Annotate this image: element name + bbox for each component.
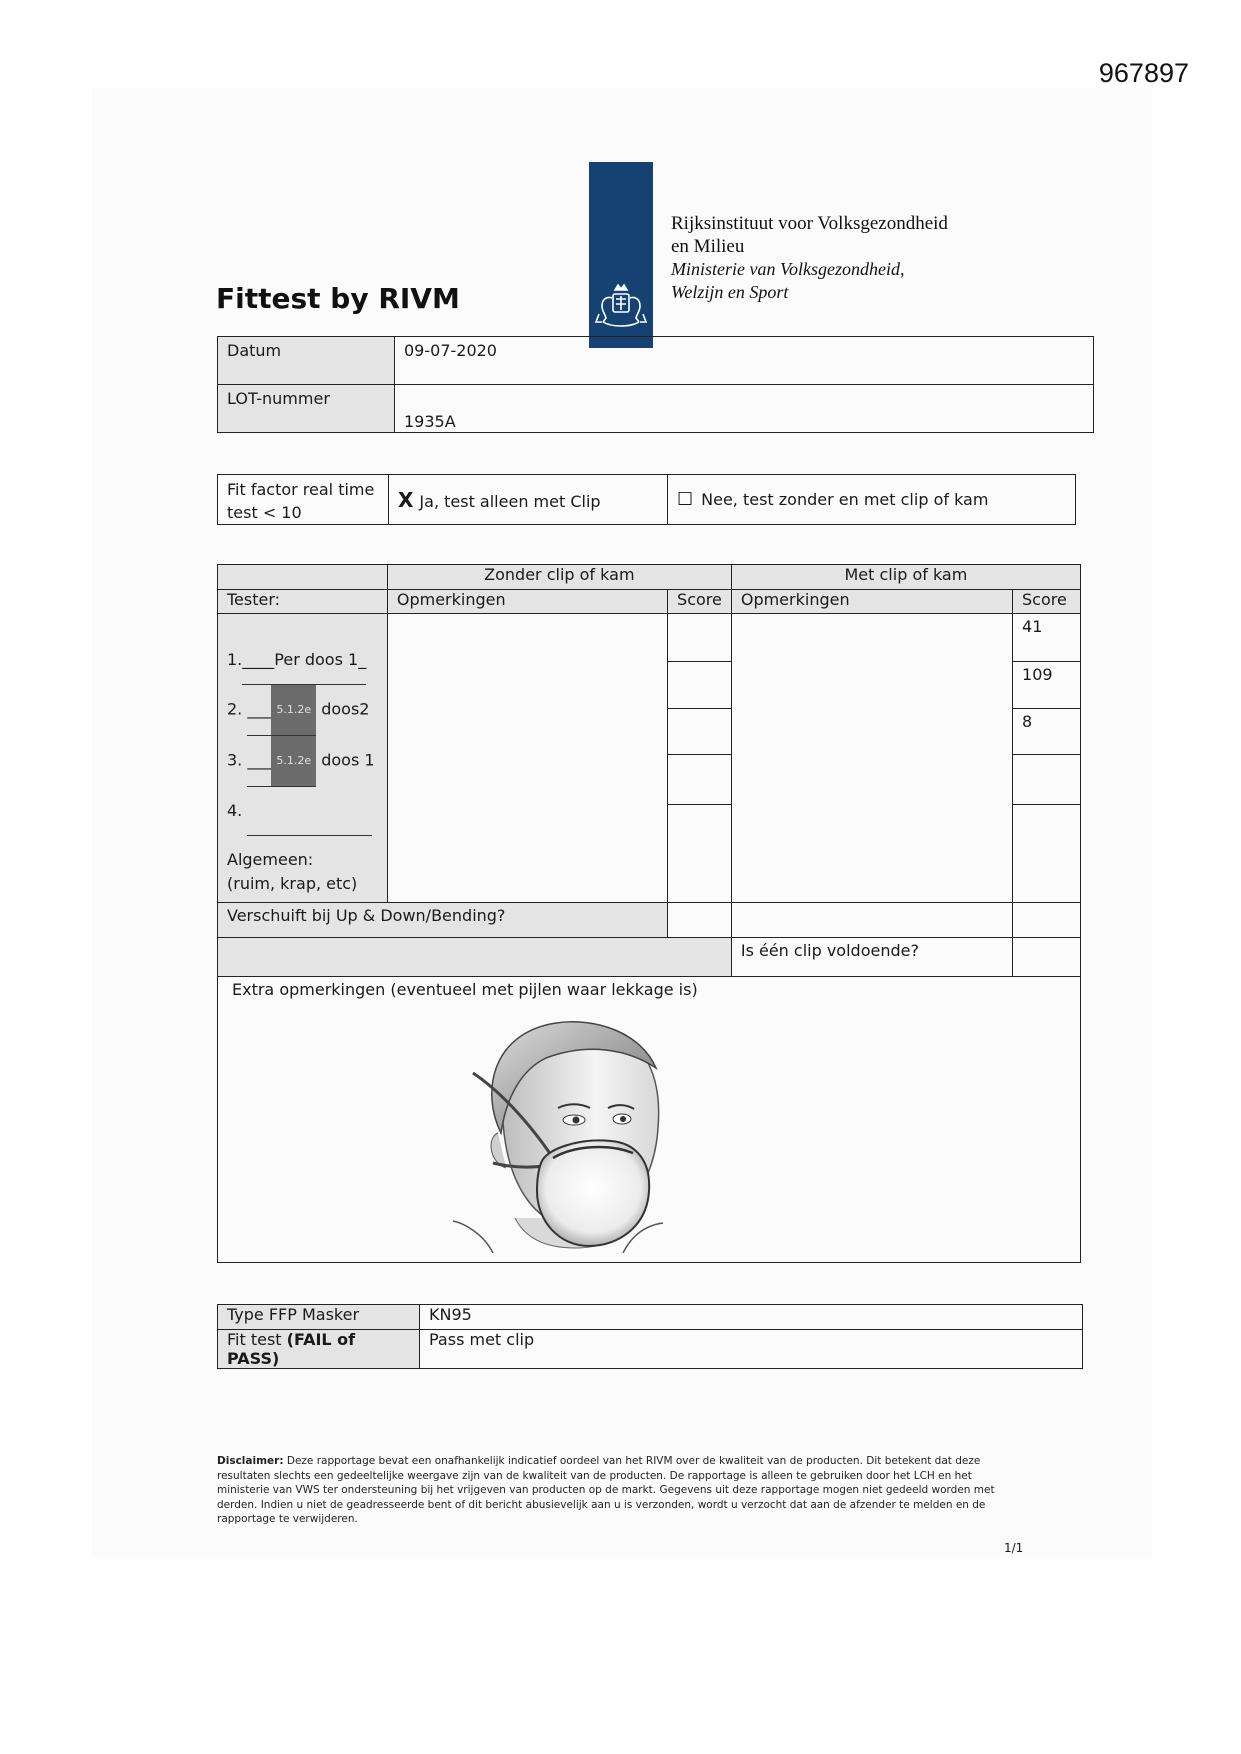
extra-label: Extra opmerkingen (eventueel met pijlen waar lekkage is) <box>232 980 698 999</box>
ja-text: Ja, test alleen met Clip <box>419 491 601 511</box>
opmerkingen-met-header: Opmerkingen <box>731 590 1012 614</box>
fit-factor-label <box>218 475 389 525</box>
een-clip-answer <box>1013 938 1081 977</box>
option-nee <box>668 475 1076 525</box>
org-line-2: en Milieu <box>671 236 745 257</box>
info-table <box>217 336 1094 433</box>
score-zonder-header: Score <box>668 590 732 614</box>
score-met-5 <box>1013 805 1081 903</box>
document-id: 967897 <box>1098 58 1189 88</box>
redaction-mark: 5.1.2e <box>271 685 316 735</box>
score-met-2: 109 <box>1013 662 1081 709</box>
nee-text: Nee, test zonder en met clip of kam <box>701 490 989 509</box>
score-zonder-3 <box>668 709 732 755</box>
header-met: Met clip of kam <box>731 565 1080 590</box>
disclaimer-text: Deze rapportage bevat een onafhankelijk indicatief oordeel van het RIVM over de kwaliteit van de producten. Dit betekent dat deze resultaten slechts een gedeeltelijke weergave zijn van de kwaliteit van de producten. De rapportage is alleen te gebruiken door het LCH en het ministerie van VWS ter ondersteuning bij het vrijgeven van producten op de markt. Gegevens uit deze rapportage mogen niet gedeeld worden met derden. Indien u niet de geadresseerde bent of dit bericht abusievelijk aan u is verzonden, wordt u verzocht dat aan de afzender te melden en de rapportage te verwijderen. <box>217 1455 995 1525</box>
org-line-1: Rijksinstituut voor Volksgezondheid <box>671 213 948 234</box>
org-line-4: Welzijn en Sport <box>671 282 789 302</box>
disclaimer-label: Disclaimer: <box>217 1455 284 1467</box>
tester-label: Tester: <box>218 590 388 614</box>
verschuift-met-score <box>1013 903 1081 938</box>
mask-illustration <box>453 1013 668 1253</box>
score-met-3: 8 <box>1013 709 1081 755</box>
fit-label: Fit test (FAIL of PASS) <box>218 1330 420 1369</box>
tester-2: 2. ___ 5.1.2e doos2 <box>227 685 378 736</box>
score-zonder-1 <box>668 614 732 662</box>
datum-label: Datum <box>218 337 395 385</box>
score-zonder-4 <box>668 755 732 805</box>
lot-value: 1935A <box>395 385 1094 433</box>
fit-factor-label-line1: Fit factor real time <box>227 480 375 499</box>
option-ja <box>389 475 668 525</box>
opmerkingen-zonder-cell <box>387 614 667 903</box>
verschuift-score <box>668 903 732 938</box>
fit-factor-label-line2: test < 10 <box>227 503 302 522</box>
opmerkingen-met-cell <box>731 614 1012 903</box>
een-clip-blank <box>218 938 732 977</box>
ja-checkmark: X <box>398 487 414 512</box>
verschuift-label: Verschuift bij Up & Down/Bending? <box>218 903 668 938</box>
rijksoverheid-logo <box>589 162 653 348</box>
org-line-3: Ministerie van Volksgezondheid, <box>671 259 905 279</box>
disclaimer <box>217 1454 1017 1527</box>
algemeen: Algemeen: (ruim, krap, etc) <box>227 850 358 893</box>
score-zonder-5 <box>668 805 732 903</box>
header-zonder: Zonder clip of kam <box>387 565 731 590</box>
een-clip-label: Is één clip voldoende? <box>731 938 1012 977</box>
opmerkingen-zonder-header: Opmerkingen <box>387 590 667 614</box>
verschuift-met <box>731 903 1012 938</box>
type-value: KN95 <box>420 1305 1083 1330</box>
testers-cell <box>218 614 388 903</box>
score-zonder-2 <box>668 662 732 709</box>
tester-1: 1.____Per doos 1_ <box>227 636 378 685</box>
redaction-mark: 5.1.2e <box>271 736 316 786</box>
tester-3: 3. ___ 5.1.2e doos 1 <box>227 736 378 787</box>
page-number: 1/1 <box>1004 1541 1024 1555</box>
extra-opmerkingen <box>218 977 1081 1263</box>
nee-checkbox-icon: ☐ <box>677 489 694 510</box>
score-met-header: Score <box>1013 590 1081 614</box>
datum-value: 09-07-2020 <box>395 337 1094 385</box>
lot-label: LOT-nummer <box>218 385 395 433</box>
results-table <box>217 564 1081 1263</box>
tester-4: 4. <box>227 787 378 836</box>
page-title: Fittest by RIVM <box>216 282 460 315</box>
type-label: Type FFP Masker <box>218 1305 420 1330</box>
score-met-4 <box>1013 755 1081 805</box>
header-empty <box>218 565 388 590</box>
score-met-1: 41 <box>1013 614 1081 662</box>
fit-factor-table <box>217 474 1076 525</box>
fit-value: Pass met clip <box>420 1330 1083 1369</box>
coat-of-arms-icon <box>589 162 653 348</box>
organisation-name <box>671 212 948 304</box>
mask-table <box>217 1304 1083 1369</box>
